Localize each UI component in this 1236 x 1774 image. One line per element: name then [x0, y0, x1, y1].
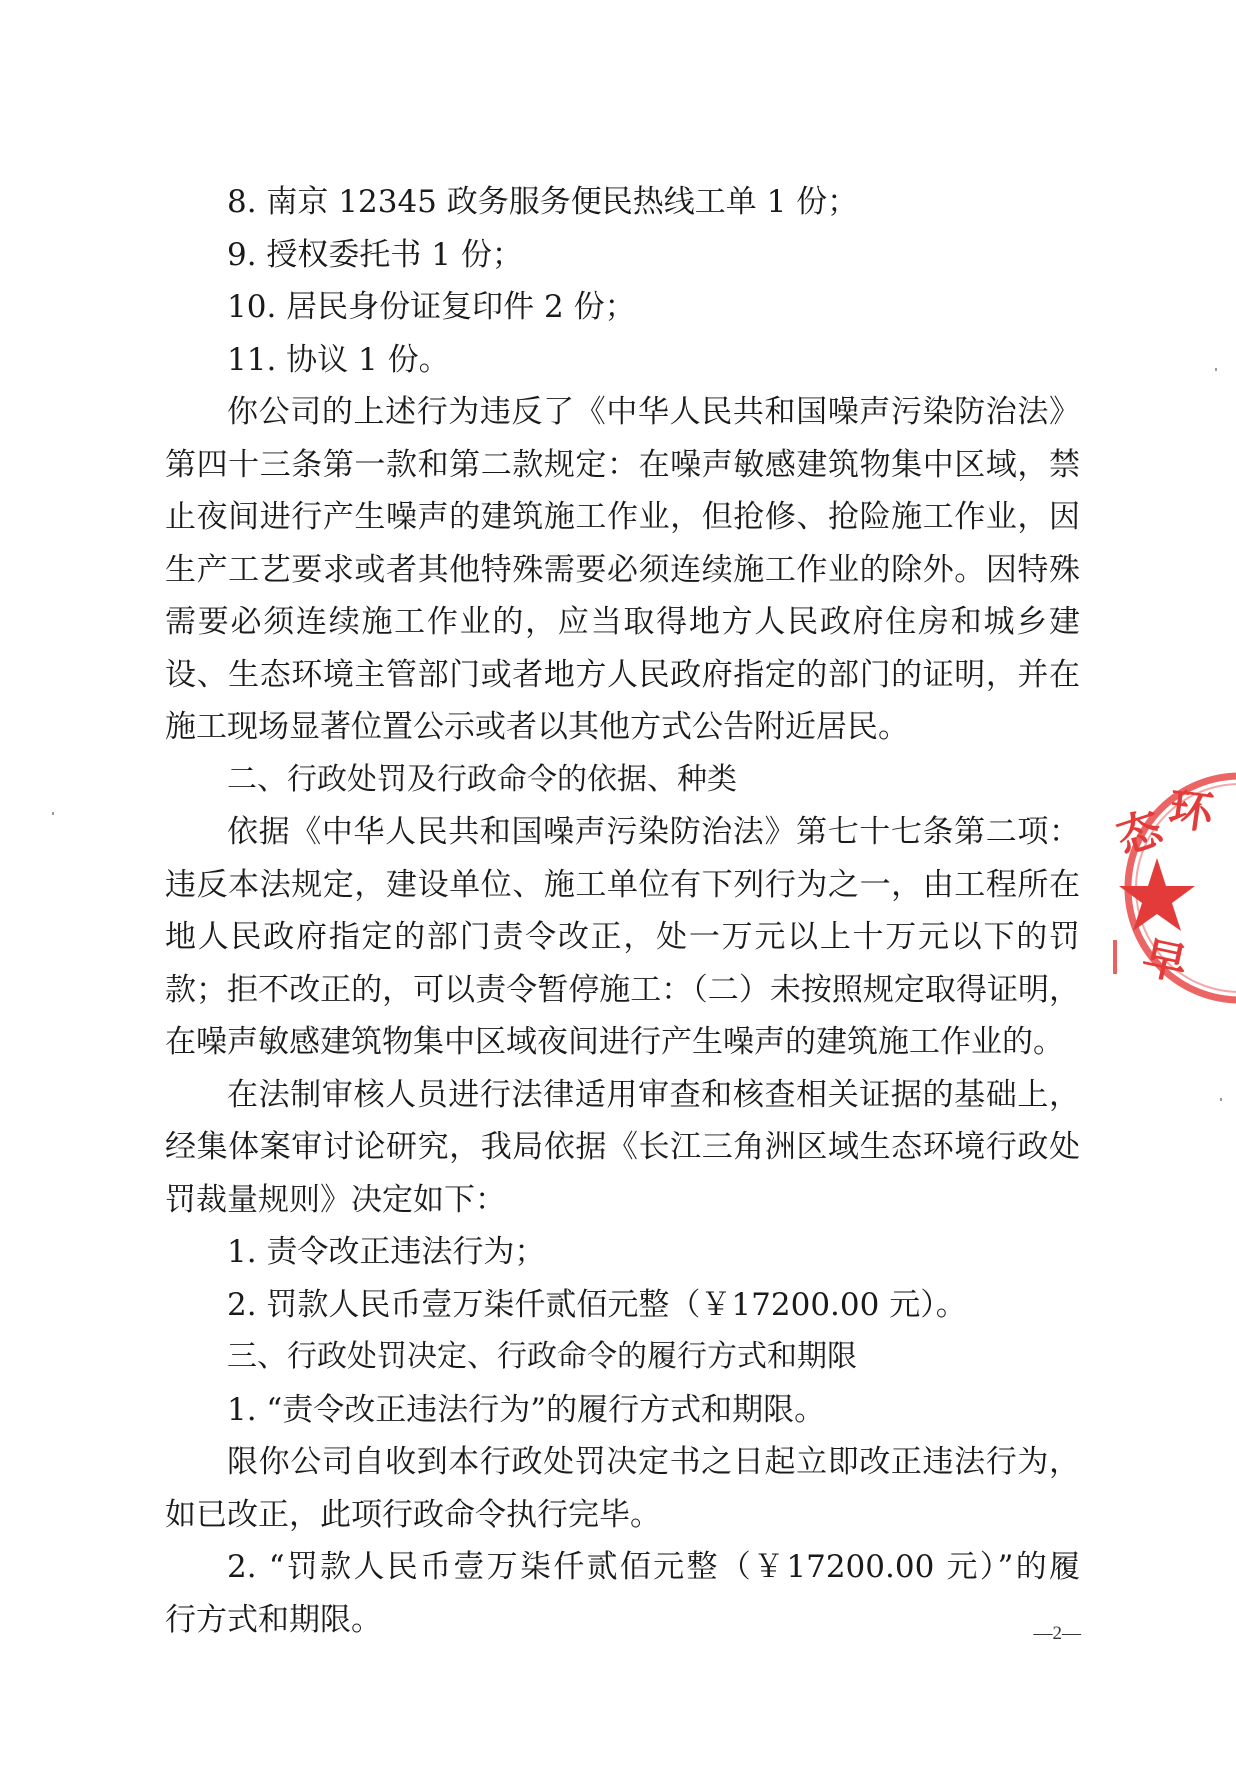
seal-char-1: 态 — [1110, 802, 1169, 865]
scan-speck — [1220, 1098, 1222, 1101]
violation-paragraph-line: 生产工艺要求或者其他特殊需要必须连续施工作业的除外。因特殊 — [165, 551, 1080, 588]
performance-item-2-title: 行方式和期限。 — [165, 1601, 382, 1638]
basis-paragraph-line: 违反本法规定，建设单位、施工单位有下列行为之一，由工程所在 — [165, 866, 1080, 903]
decision-paragraph-line: 经集体案审讨论研究，我局依据《长江三角洲区域生态环境行政处 — [165, 1129, 1080, 1165]
decision-item-2: 2. 罚款人民币壹万柒仟贰佰元整（￥17200.00 元）。 — [227, 1286, 967, 1323]
violation-paragraph-line: 第四十三条第一款和第二款规定：在噪声敏感建筑物集中区域，禁 — [165, 446, 1080, 483]
decision-item-1: 1. 责令改正违法行为； — [227, 1234, 546, 1270]
seal-char-2: 环 — [1165, 783, 1217, 840]
violation-paragraph-line: 止夜间进行产生噪声的建筑施工作业，但抢修、抢险施工作业，因 — [165, 499, 1080, 535]
performance-item-1-title: 1. “责令改正违法行为”的履行方式和期限。 — [227, 1391, 826, 1428]
seal-char-3: 早 — [1137, 931, 1192, 991]
violation-paragraph-line: 你公司的上述行为违反了《中华人民共和国噪声污染防治法》 — [227, 394, 1080, 430]
basis-paragraph-line: 地人民政府指定的部门责令改正，处一万元以上十万元以下的罚 — [165, 919, 1080, 955]
violation-paragraph-line: 需要必须连续施工作业的，应当取得地方人民政府住房和城乡建 — [165, 604, 1080, 640]
performance-item-1-text: 限你公司自收到本行政处罚决定书之日起立即改正违法行为， — [227, 1444, 1080, 1480]
violation-paragraph-line: 施工现场显著位置公示或者以其他方式公告附近居民。 — [165, 709, 909, 745]
decision-paragraph-line: 罚裁量规则》决定如下： — [165, 1181, 506, 1218]
attachment-item-11: 11. 协议 1 份。 — [227, 341, 450, 378]
basis-paragraph-line: 在噪声敏感建筑物集中区域夜间进行产生噪声的建筑施工作业的。 — [165, 1024, 1064, 1060]
scan-speck — [1215, 368, 1217, 371]
section-heading-2: 二、行政处罚及行政命令的依据、种类 — [227, 761, 737, 797]
attachment-item-9: 9. 授权委托书 1 份； — [227, 236, 523, 273]
document-body — [165, 176, 1080, 1646]
performance-item-2-title: 2. “罚款人民币壹万柒仟贰佰元整（￥17200.00 元）”的履 — [227, 1549, 1080, 1585]
basis-paragraph-line: 款；拒不改正的，可以责令暂停施工：（二）未按照规定取得证明， — [165, 971, 1080, 1008]
page-number: —2— — [1033, 1623, 1081, 1644]
attachment-item-8: 8. 南京 12345 政务服务便民热线工单 1 份； — [227, 184, 859, 220]
basis-paragraph-line: 依据《中华人民共和国噪声污染防治法》第七十七条第二项： — [227, 814, 1080, 850]
decision-paragraph-line: 在法制审核人员进行法律适用审查和核查相关证据的基础上， — [227, 1076, 1080, 1113]
violation-paragraph-line: 设、生态环境主管部门或者地方人民政府指定的部门的证明，并在 — [165, 656, 1080, 693]
performance-item-1-text: 如已改正，此项行政命令执行完毕。 — [165, 1496, 661, 1533]
scan-speck — [52, 812, 54, 815]
section-heading-3: 三、行政处罚决定、行政命令的履行方式和期限 — [227, 1339, 857, 1374]
attachment-item-10: 10. 居民身份证复印件 2 份； — [227, 289, 636, 325]
official-seal-stamp — [1105, 758, 1236, 1018]
